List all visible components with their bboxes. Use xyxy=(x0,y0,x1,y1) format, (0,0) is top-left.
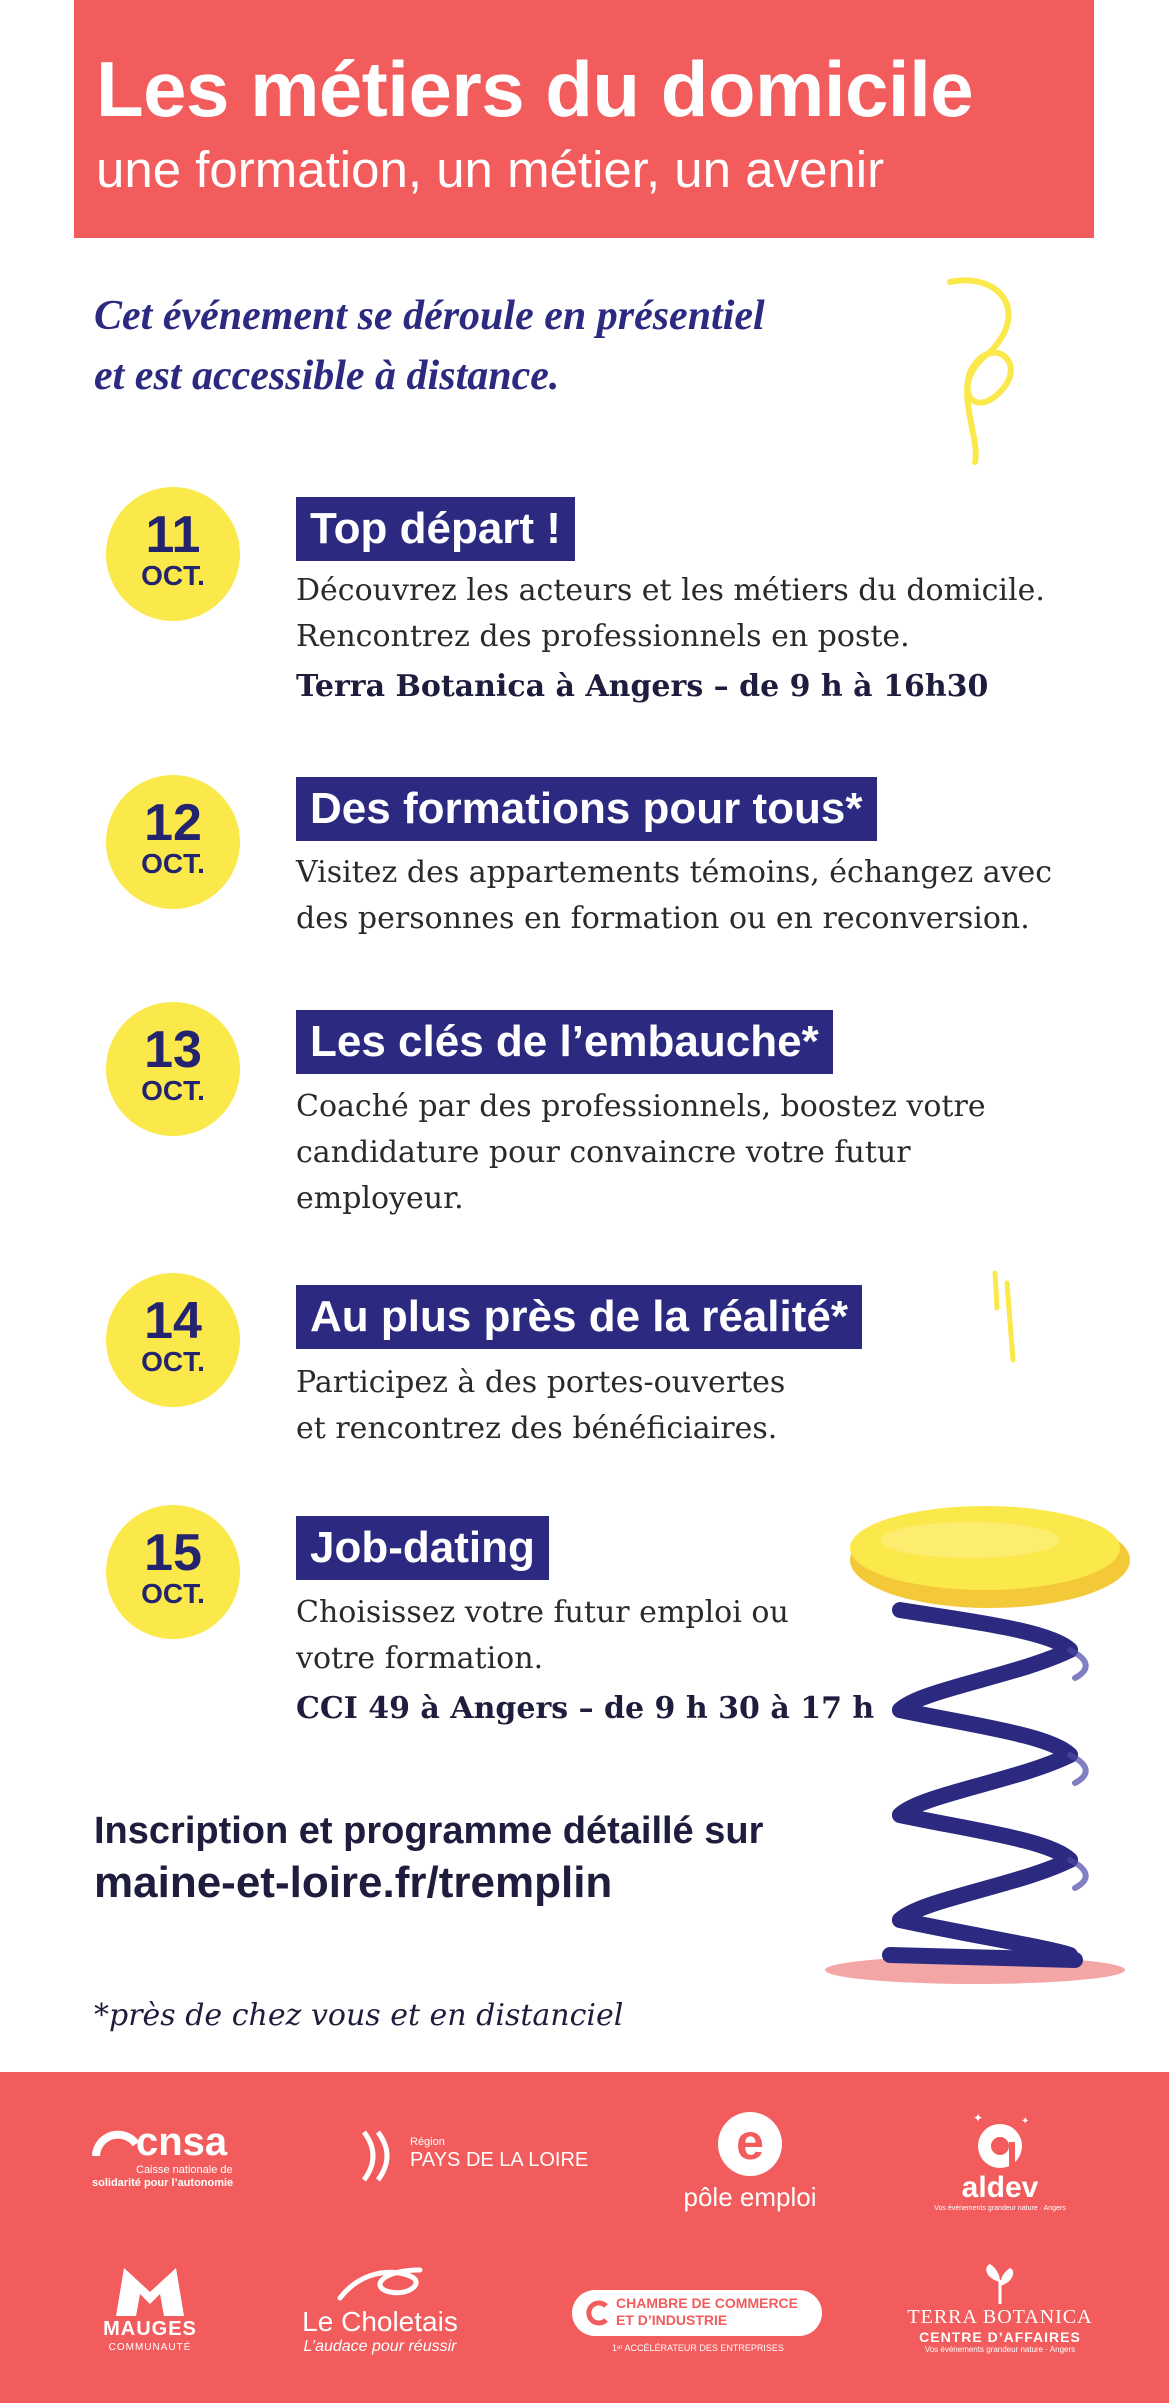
cnsa-name: cnsa xyxy=(136,2120,228,2164)
stroke-decoration-icon xyxy=(985,1268,1025,1368)
squiggle-decoration-icon xyxy=(930,272,1050,472)
inscription-text: Inscription et programme détaillé sur xyxy=(94,1810,764,1852)
event-title-realite: Au plus près de la réalité* xyxy=(296,1285,862,1349)
date-badge-13 xyxy=(106,1002,240,1136)
cci-line1: CHAMBRE DE COMMERCE xyxy=(616,2295,798,2311)
mauges-m-icon xyxy=(110,2262,190,2318)
event-line: Découvrez les acteurs et les métiers du domicile. xyxy=(296,573,1045,608)
cnsa-tagline: Caisse nationale de xyxy=(136,2164,233,2176)
intro-line-1: Cet événement se déroule en présentiel xyxy=(94,293,765,339)
aldev-a-icon xyxy=(965,2112,1035,2172)
date-month: OCT. xyxy=(141,1075,205,1106)
event-title-embauche: Les clés de l’embauche* xyxy=(296,1010,833,1074)
event-title-job-dating: Job-dating xyxy=(296,1516,549,1580)
event-line: employeur. xyxy=(296,1181,464,1216)
event-description xyxy=(296,1590,874,1732)
cci-tagline: 1ᵉʳ ACCÉLÉRATEUR DES ENTREPRISES xyxy=(612,2343,784,2353)
region-name: PAYS DE LA LOIRE xyxy=(410,2149,589,2171)
event-location: CCI 49 à Angers – de 9 h 30 à 17 h xyxy=(296,1691,875,1726)
intro-line-2: et est accessible à distance. xyxy=(94,353,560,399)
aldev-logo xyxy=(930,2112,1070,2213)
event-line: Choisissez votre futur emploi ou xyxy=(296,1595,789,1630)
cnsa-tagline: solidarité pour l’autonomie xyxy=(92,2177,234,2189)
choletais-logo xyxy=(280,2262,480,2356)
terra-sub: CENTRE D’AFFAIRES xyxy=(919,2329,1081,2345)
event-line: Rencontrez des professionnels en poste. xyxy=(296,619,910,654)
date-month: OCT. xyxy=(141,560,205,591)
mauges-name: MAUGES xyxy=(103,2318,197,2340)
date-badge-12 xyxy=(106,775,240,909)
terra-name: TERRA BOTANICA xyxy=(907,2306,1093,2328)
pole-emploi-logo xyxy=(670,2112,830,2213)
date-day: 13 xyxy=(144,1021,202,1079)
cci-c-icon xyxy=(584,2300,610,2326)
date-badge-11 xyxy=(106,487,240,621)
region-chevrons-icon xyxy=(360,2130,404,2182)
pole-emploi-name: pôle emploi xyxy=(683,2182,817,2212)
date-month: OCT. xyxy=(141,848,205,879)
inscription-url: maine-et-loire.fr/tremplin xyxy=(94,1858,613,1907)
event-description xyxy=(296,568,1045,710)
date-day: 15 xyxy=(144,1524,202,1582)
mauges-logo xyxy=(90,2262,210,2354)
aldev-name: aldev xyxy=(961,2171,1039,2204)
event-line: Coaché par des professionnels, boostez votre xyxy=(296,1089,986,1124)
event-line: et rencontrez des bénéficiaires. xyxy=(296,1411,778,1446)
cci-logo xyxy=(572,2290,822,2355)
svg-text:✦: ✦ xyxy=(973,2112,984,2125)
event-description xyxy=(296,1360,785,1452)
cnsa-arc-icon xyxy=(92,2124,138,2158)
pole-emploi-e-icon: e xyxy=(718,2112,782,2176)
event-line: des personnes en formation ou en reconversion. xyxy=(296,901,1030,936)
footnote: *près de chez vous et en distanciel xyxy=(94,1998,624,2033)
page-subtitle: une formation, un métier, un avenir xyxy=(96,141,885,198)
choletais-name: Le Choletais xyxy=(302,2306,458,2337)
event-description xyxy=(296,850,1052,942)
cci-line2: ET D’INDUSTRIE xyxy=(616,2312,728,2328)
region-logo xyxy=(360,2130,600,2172)
terra-tagline: Vos événements grandeur nature · Angers xyxy=(924,2345,1076,2354)
date-day: 11 xyxy=(145,506,201,564)
event-line: votre formation. xyxy=(296,1641,544,1676)
event-line: Visitez des appartements témoins, échangez avec xyxy=(296,855,1053,890)
date-badge-15 xyxy=(106,1505,240,1639)
choletais-ribbon-icon xyxy=(330,2262,430,2306)
spring-illustration-icon xyxy=(820,1500,1130,1990)
cnsa-logo xyxy=(92,2120,252,2190)
cci-pill xyxy=(572,2290,822,2336)
date-month: OCT. xyxy=(141,1346,205,1377)
terra-leaf-icon xyxy=(980,2262,1020,2306)
date-day: 14 xyxy=(144,1292,202,1350)
choletais-tagline: L’audace pour réussir xyxy=(303,2338,457,2355)
page-title: Les métiers du domicile xyxy=(96,45,974,133)
date-month: OCT. xyxy=(141,1578,205,1609)
event-location: Terra Botanica à Angers – de 9 h à 16h30 xyxy=(296,669,989,704)
region-prefix: Région xyxy=(410,2136,445,2148)
event-title-formations: Des formations pour tous* xyxy=(296,777,877,841)
svg-text:✦: ✦ xyxy=(1021,2116,1030,2127)
date-badge-14 xyxy=(106,1273,240,1407)
event-description xyxy=(296,1084,986,1222)
date-day: 12 xyxy=(144,794,202,852)
event-line: candidature pour convaincre votre futur xyxy=(296,1135,911,1170)
aldev-tagline: Vos événements grandeur nature · Angers xyxy=(934,2205,1066,2212)
event-title-top-depart: Top départ ! xyxy=(296,497,575,561)
mauges-sub: COMMUNAUTÉ xyxy=(108,2342,192,2353)
terra-botanica-logo xyxy=(905,2262,1095,2355)
event-line: Participez à des portes-ouvertes xyxy=(296,1365,786,1400)
